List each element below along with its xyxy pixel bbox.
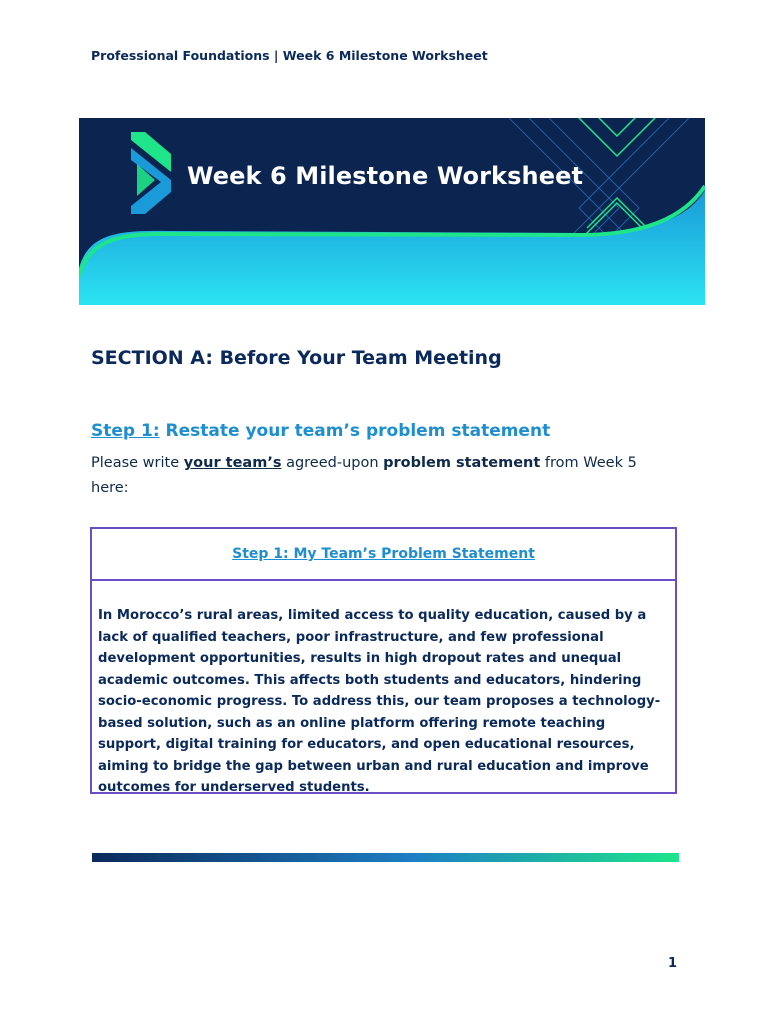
section-title: SECTION A: Before Your Team Meeting	[91, 347, 502, 369]
gradient-divider	[92, 853, 679, 862]
step-heading-text: Restate your team’s problem statement	[159, 421, 551, 441]
problem-statement-text[interactable]: In Morocco’s rural areas, limited access to quality education, caused by a lack of qualified teachers, poor infrastructure, and few professional development opportunities, results in high dropout rates and unequal academic outcomes. This affects both students and educators, hindering socio-economic progress. To address this, our team proposes a technology-based solution, such as an online platform offering remote teaching support, digital training for educators, and open educational resources, aiming to bridge the gap between urban and rural education and improve outcomes for underserved students.	[98, 608, 661, 795]
instr-emphasis-team: your team’s	[183, 455, 282, 471]
problem-statement-box	[90, 527, 677, 794]
step-instructions	[91, 451, 671, 501]
problem-statement-box-header[interactable]: Step 1: My Team’s Problem Statement	[92, 529, 675, 581]
running-header: Professional Foundations | Week 6 Milestone Worksheet	[91, 48, 488, 63]
step-heading	[91, 421, 550, 441]
banner-title: Week 6 Milestone Worksheet	[187, 162, 584, 190]
instr-text: agreed-upon	[281, 455, 384, 471]
instr-text: from Week 5 here:	[91, 455, 637, 496]
instr-emphasis-problem: problem statement	[383, 455, 541, 471]
instr-text: Please write	[91, 455, 184, 471]
step-label-link[interactable]: Step 1:	[91, 421, 160, 441]
banner-background	[79, 118, 705, 305]
title-banner	[79, 118, 705, 305]
page-number: 1	[668, 956, 678, 971]
